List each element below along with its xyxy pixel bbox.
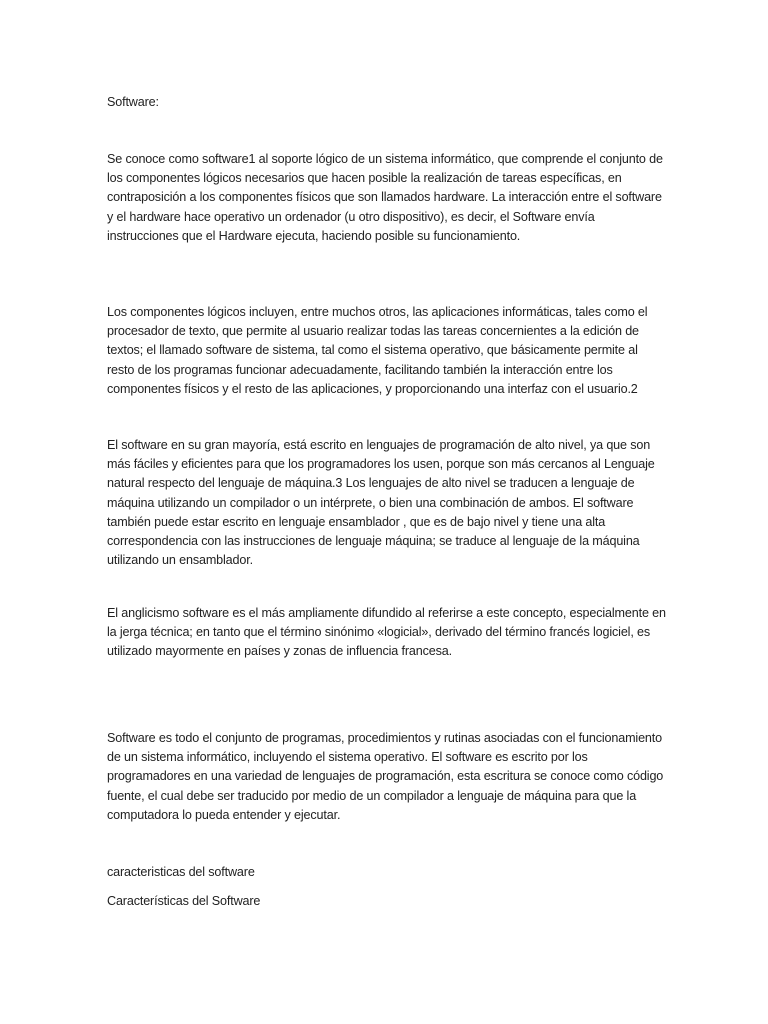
paragraph-anglicism: El anglicismo software es el más ampliamente difundido al referirse a este concepto, especialmente en la jerga técnica; en tanto que el término sinónimo «logicial», derivado del término francés logiciel, es utilizado mayormente en países y zonas de influencia francesa.: [107, 606, 666, 659]
paragraph-definition: Se conoce como software1 al soporte lógico de un sistema informático, que comprende el conjunto de los componentes lógicos necesarios que hacen posible la realización de tareas específicas, en contraposición a los componentes físicos que son llamados hardware. La interacción entre el software y el hardware hace operativo un ordenador (u otro dispositivo), es decir, el Software envía instrucciones que el Hardware ejecuta, haciendo posible su funcionamiento.: [107, 152, 663, 243]
paragraph-program-set: Software es todo el conjunto de programas, procedimientos y rutinas asociadas con el funcionamiento de un sistema informático, incluyendo el sistema operativo. El software es escrito por los programadores en una variedad de lenguajes de programación, esta escritura se conoce como código fuente, el cual debe ser traducido por medio de un compilador a lenguaje de máquina para que la computadora lo pueda entender y ejecutar.: [107, 731, 664, 822]
subheading-capitalized: Características del Software: [107, 894, 261, 908]
document-heading: Software:: [107, 95, 159, 109]
subheading-lowercase: caracteristicas del software: [107, 865, 255, 879]
paragraph-logical-components: Los componentes lógicos incluyen, entre muchos otros, las aplicaciones informáticas, tales como el procesador de texto, que permite al usuario realizar todas las tareas concernientes a la edición de textos; el llamado software de sistema, tal como el sistema operativo, que básicamente permite al resto de los programas funcionar adecuadamente, facilitando también la interacción entre los componentes físicos y el resto de las aplicaciones, y proporcionando una interfaz con el usuario.2: [107, 305, 648, 396]
paragraph-programming-languages: El software en su gran mayoría, está escrito en lenguajes de programación de alto nivel, ya que son más fáciles y eficientes para que los programadores los usen, porque son más cercanos al Lenguaje natural respecto del lenguaje de máquina.3 Los lenguajes de alto nivel se traducen a lenguaje de máquina utilizando un compilador o un intérprete, o bien una combinación de ambos. El software también puede estar escrito en lenguaje ensamblador , que es de bajo nivel y tiene una alta correspondencia con las instrucciones de lenguaje máquina; se traduce al lenguaje de la máquina utilizando un ensamblador.: [107, 438, 655, 568]
